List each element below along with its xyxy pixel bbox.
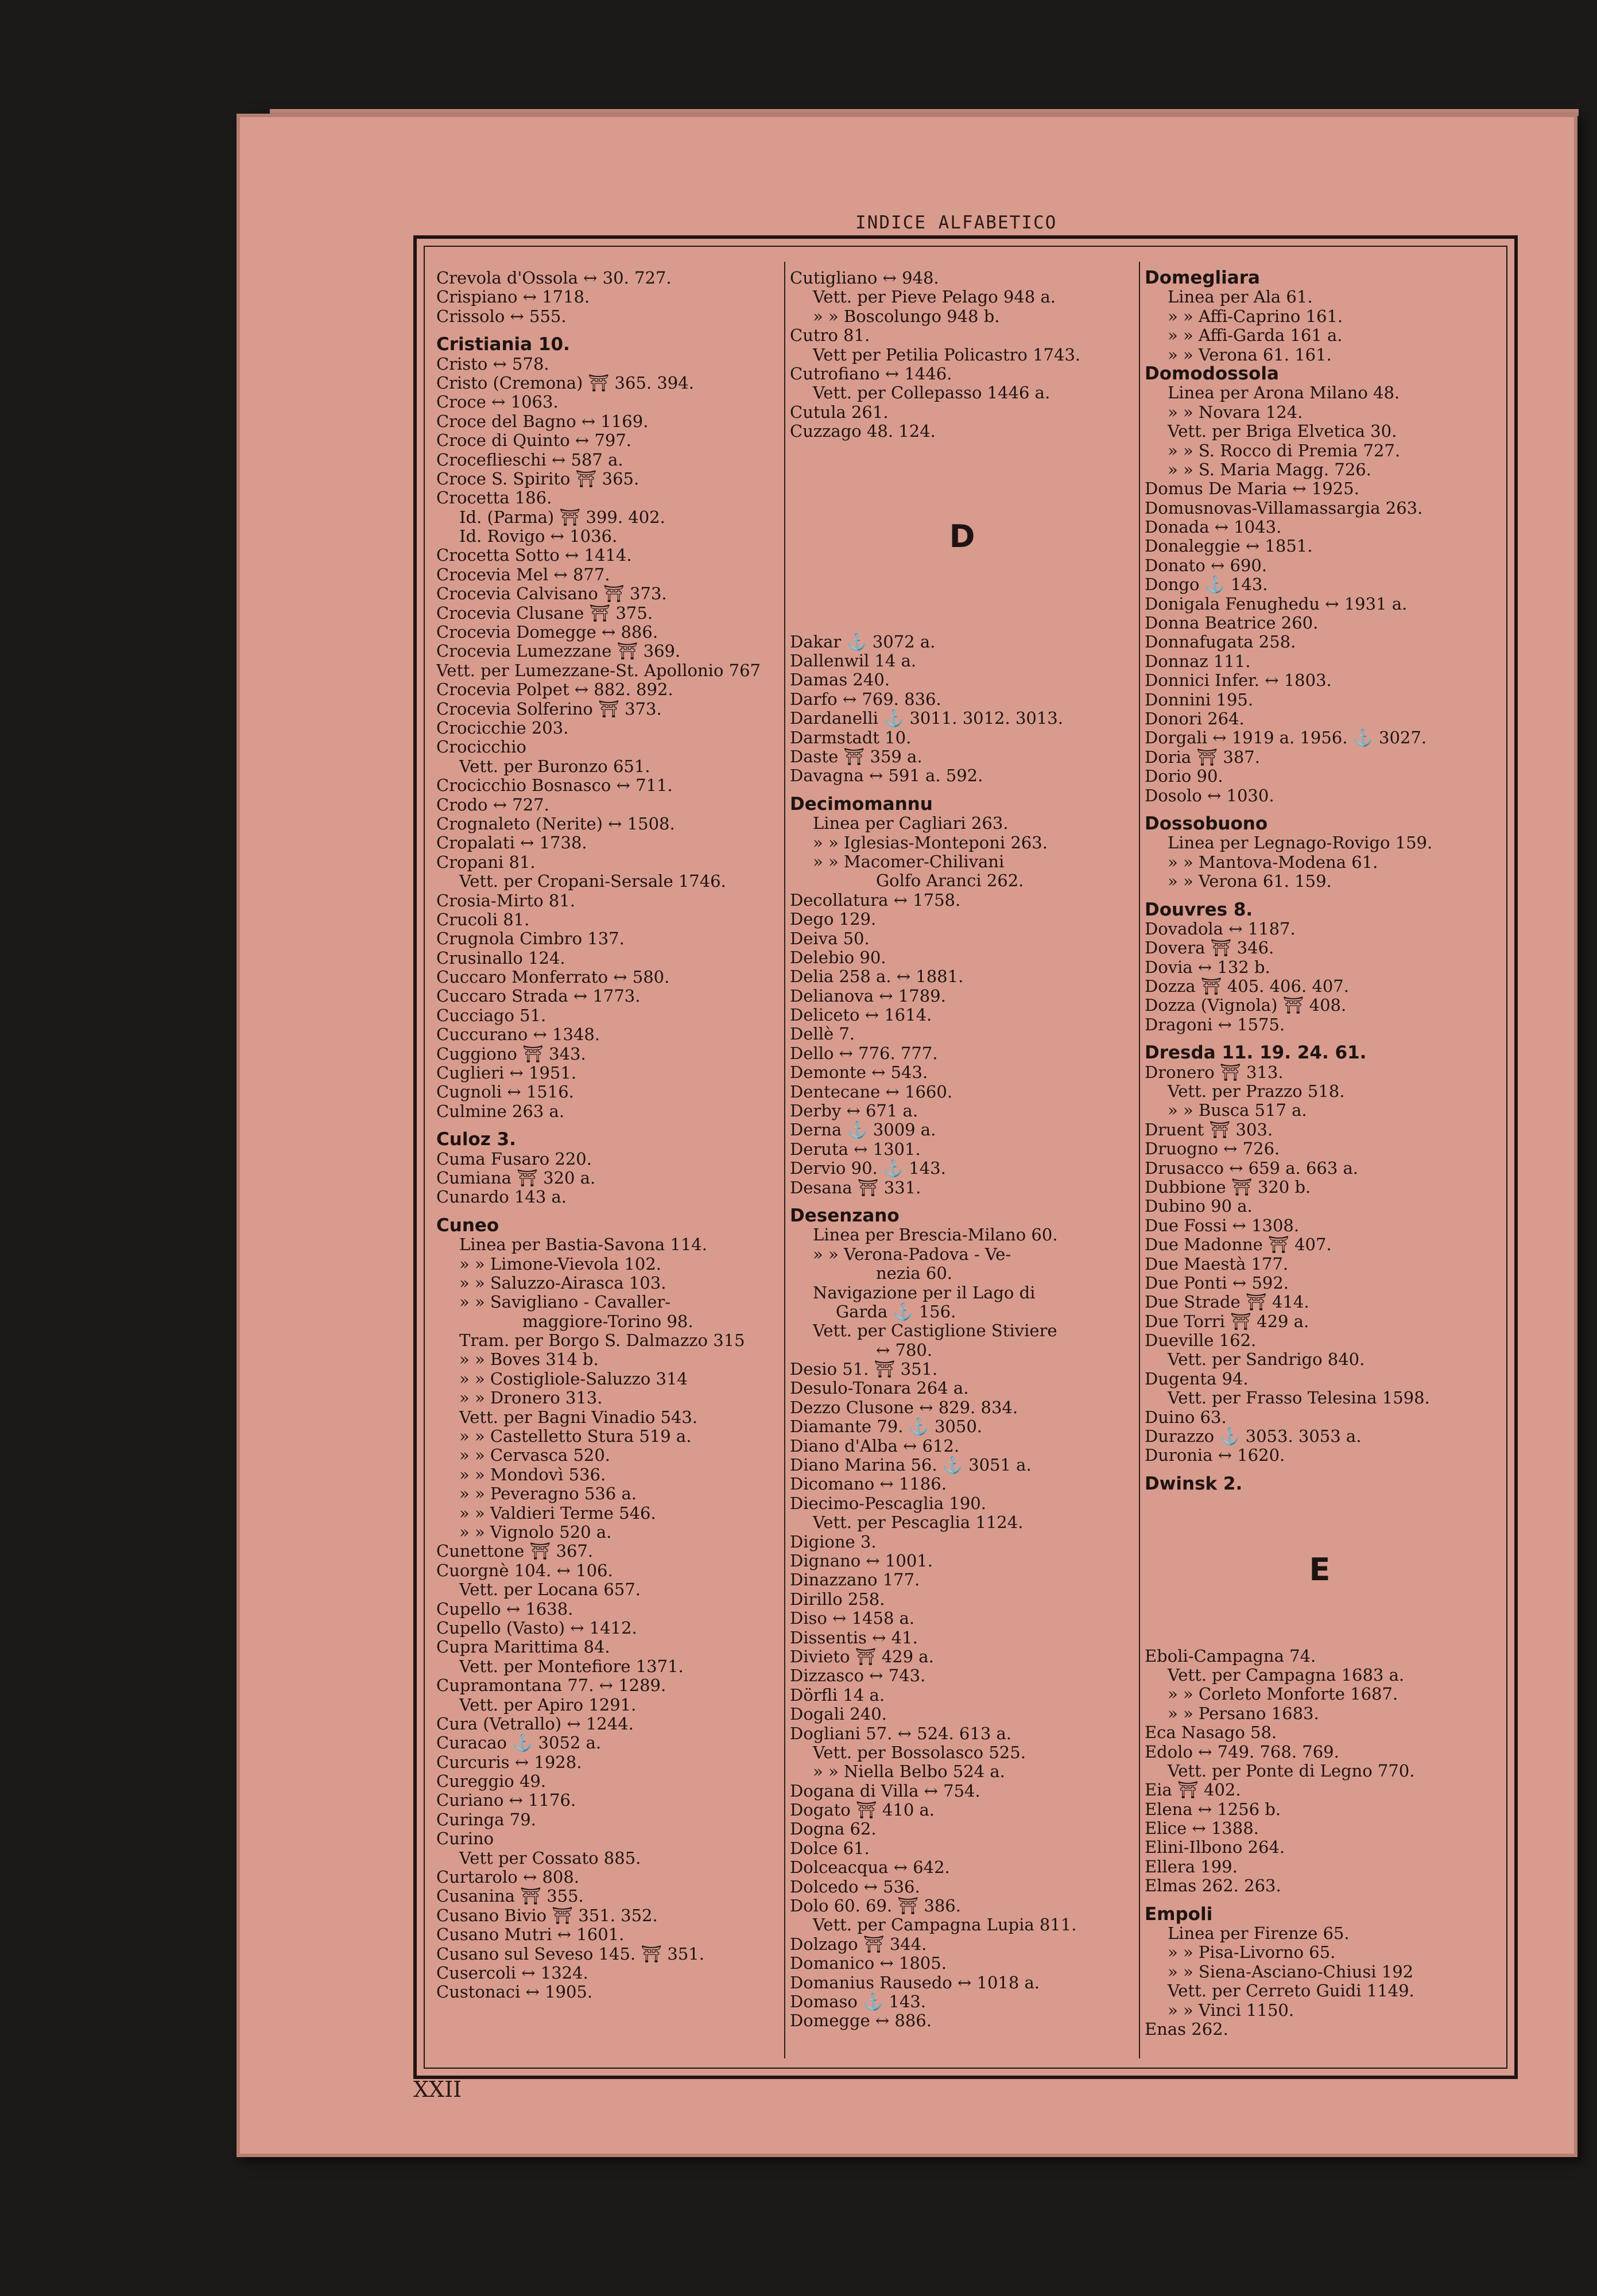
index-entry: Daste ⛩ 359 a. bbox=[790, 747, 922, 766]
index-entry: Drusacco ↔ 659 a. 663 a. bbox=[1145, 1158, 1359, 1178]
index-entry: Domanico ↔ 1805. bbox=[790, 1954, 947, 1973]
column-divider bbox=[1139, 262, 1140, 2058]
index-subentry: Golfo Aranci 262. bbox=[876, 871, 1024, 891]
index-entry: Crevola d'Ossola ↔ 30. 727. bbox=[436, 269, 672, 288]
index-entry: Crugnola Cimbro 137. bbox=[436, 929, 625, 949]
index-entry: Due Madonne ⛩ 407. bbox=[1145, 1235, 1332, 1255]
index-entry: Damas 240. bbox=[790, 670, 890, 690]
section-letter: E bbox=[1309, 1552, 1331, 1588]
index-subentry: » » Boves 314 b. bbox=[459, 1350, 599, 1370]
index-entry: Dentecane ↔ 1660. bbox=[790, 1082, 953, 1102]
index-subentry: Id. Rovigo ↔ 1036. bbox=[459, 527, 618, 546]
index-subentry: » » Verona-Padova - Ve- bbox=[813, 1244, 1011, 1264]
index-entry: Dicomano ↔ 1186. bbox=[790, 1475, 947, 1494]
index-subentry: » » Affi-Garda 161 a. bbox=[1168, 326, 1343, 346]
index-entry: Curinga 79. bbox=[436, 1810, 536, 1829]
index-frame bbox=[413, 235, 1518, 2079]
index-entry: Donori 264. bbox=[1145, 709, 1245, 728]
index-entry: Dallenwil 14 a. bbox=[790, 651, 917, 671]
index-entry: Cusanina ⛩ 355. bbox=[436, 1887, 584, 1906]
section-letter: D bbox=[949, 518, 975, 555]
index-heading: Desenzano bbox=[790, 1206, 900, 1226]
index-entry: Due Strade ⛩ 414. bbox=[1145, 1293, 1309, 1312]
index-subentry: » » Verona 61. 159. bbox=[1168, 872, 1332, 891]
index-entry: Dolo 60. 69. ⛩ 386. bbox=[790, 1896, 961, 1916]
index-entry: Croce di Quinto ↔ 797. bbox=[436, 431, 632, 451]
index-entry: Donna Beatrice 260. bbox=[1145, 614, 1319, 633]
index-entry: Dovera ⛩ 346. bbox=[1145, 938, 1274, 958]
index-entry: Deiva 50. bbox=[790, 929, 870, 948]
index-subentry: Vett. per Frasso Telesina 1598. bbox=[1168, 1389, 1430, 1408]
index-entry: Crocicchie 203. bbox=[436, 718, 569, 738]
index-entry: Ellera 199. bbox=[1145, 1857, 1238, 1876]
index-entry: Donada ↔ 1043. bbox=[1145, 518, 1282, 537]
index-entry: Crocevia Solferino ⛩ 373. bbox=[436, 699, 662, 719]
index-entry: Diano d'Alba ↔ 612. bbox=[790, 1436, 960, 1456]
index-entry: Dello ↔ 776. 777. bbox=[790, 1044, 938, 1063]
index-entry: Dego 129. bbox=[790, 910, 877, 929]
index-subentry: » » Valdieri Terme 546. bbox=[459, 1503, 656, 1523]
index-entry: Cupello (Vasto) ↔ 1412. bbox=[436, 1618, 637, 1638]
index-entry: Dogliani 57. ↔ 524. 613 a. bbox=[790, 1724, 1012, 1743]
index-entry: Donnaz 111. bbox=[1145, 651, 1251, 671]
index-subentry: Vett. per Campagna 1683 a. bbox=[1168, 1665, 1405, 1685]
index-entry: Donigala Fenughedu ↔ 1931 a. bbox=[1145, 594, 1408, 614]
index-subentry: » » Novara 124. bbox=[1168, 402, 1303, 422]
index-entry: Duronia ↔ 1620. bbox=[1145, 1446, 1285, 1465]
index-subentry: » » Vinci 1150. bbox=[1168, 2000, 1294, 2020]
spacer bbox=[790, 479, 1134, 498]
index-entry: Doria ⛩ 387. bbox=[1145, 747, 1260, 767]
index-entry: Dubino 90 a. bbox=[1145, 1197, 1253, 1216]
index-entry: Diamante 79. ⚓ 3050. bbox=[790, 1417, 983, 1437]
index-entry: Desulo-Tonara 264 a. bbox=[790, 1379, 969, 1398]
index-entry: Cristo ↔ 578. bbox=[436, 354, 549, 374]
index-subentry: ↔ 780. bbox=[876, 1340, 933, 1360]
index-subentry: Vett. per Bagni Vinadio 543. bbox=[459, 1407, 698, 1427]
index-entry: Cuccurano ↔ 1348. bbox=[436, 1025, 600, 1045]
index-subentry: Navigazione per il Lago di bbox=[813, 1283, 1036, 1302]
index-entry: Delia 258 a. ↔ 1881. bbox=[790, 967, 964, 987]
spacer bbox=[790, 460, 1134, 479]
index-entry: Cutro 81. bbox=[790, 326, 870, 346]
index-entry: Donnici Infer. ↔ 1803. bbox=[1145, 671, 1332, 691]
spacer bbox=[1145, 1589, 1495, 1608]
index-subentry: Vett. per Briga Elvetica 30. bbox=[1168, 422, 1397, 441]
index-entry: Diecimo-Pescaglia 190. bbox=[790, 1494, 986, 1513]
index-entry: Due Ponti ↔ 592. bbox=[1145, 1273, 1289, 1293]
index-entry: Crodo ↔ 727. bbox=[436, 795, 549, 815]
index-entry: Eia ⛩ 402. bbox=[1145, 1781, 1241, 1800]
index-subentry: Vett. per Cropani-Sersale 1746. bbox=[459, 872, 726, 891]
index-entry: Donnafugata 258. bbox=[1145, 633, 1296, 652]
index-subentry: Vett. per Castiglione Stiviere bbox=[813, 1321, 1057, 1341]
index-entry: Elini-Ilbono 264. bbox=[1145, 1838, 1285, 1857]
index-entry: Derby ↔ 671 a. bbox=[790, 1102, 918, 1121]
running-title: INDICE ALFABETICO bbox=[855, 212, 1057, 233]
index-entry: Dezzo Clusone ↔ 829. 834. bbox=[790, 1398, 1018, 1417]
index-entry: Due Torri ⛩ 429 a. bbox=[1145, 1312, 1309, 1331]
index-entry: Crocetta Sotto ↔ 1414. bbox=[436, 546, 632, 565]
index-entry: Dovadola ↔ 1187. bbox=[1145, 919, 1296, 938]
index-entry: Dolcedo ↔ 536. bbox=[790, 1877, 920, 1896]
index-heading: Domodossola bbox=[1145, 364, 1279, 384]
index-entry: Crispiano ↔ 1718. bbox=[436, 288, 590, 307]
index-entry: Dörfli 14 a. bbox=[790, 1685, 885, 1705]
spacer bbox=[1145, 1513, 1495, 1532]
index-entry: Curacao ⚓ 3052 a. bbox=[436, 1733, 602, 1753]
index-entry: Crucoli 81. bbox=[436, 910, 530, 929]
index-subentry: Vett. per Locana 657. bbox=[459, 1580, 641, 1600]
index-entry: Curtarolo ↔ 808. bbox=[436, 1868, 580, 1887]
index-entry: Cupello ↔ 1638. bbox=[436, 1599, 573, 1619]
index-subentry: » » Vignolo 520 a. bbox=[459, 1523, 612, 1542]
index-entry: Due Fossi ↔ 1308. bbox=[1145, 1216, 1300, 1235]
index-heading: Dresda 11. 19. 24. 61. bbox=[1145, 1044, 1367, 1063]
index-subentry: Vett. per Prazzo 518. bbox=[1168, 1082, 1345, 1102]
index-subentry: Garda ⚓ 156. bbox=[836, 1302, 956, 1321]
index-entry: Dongo ⚓ 143. bbox=[1145, 575, 1268, 595]
index-heading: Culoz 3. bbox=[436, 1130, 516, 1150]
index-entry: Crocevia Polpet ↔ 882. 892. bbox=[436, 680, 673, 700]
index-entry: Dosolo ↔ 1030. bbox=[1145, 786, 1274, 805]
index-entry: Domanius Rausedo ↔ 1018 a. bbox=[790, 1973, 1040, 1992]
index-entry: Dragoni ↔ 1575. bbox=[1145, 1015, 1285, 1034]
index-subentry: » » Boscolungo 948 b. bbox=[813, 307, 1000, 326]
index-entry: Cuma Fusaro 220. bbox=[436, 1149, 592, 1169]
index-heading: Cuneo bbox=[436, 1216, 499, 1236]
index-entry: Divieto ⛩ 429 a. bbox=[790, 1647, 934, 1666]
index-entry: Curiano ↔ 1176. bbox=[436, 1791, 576, 1810]
spacer bbox=[790, 613, 1134, 632]
index-heading: Empoli bbox=[1145, 1905, 1213, 1925]
index-entry: Dervio 90. ⚓ 143. bbox=[790, 1159, 946, 1178]
index-subentry: Vett per Petilia Policastro 1743. bbox=[813, 345, 1081, 364]
index-entry: Druent ⛩ 303. bbox=[1145, 1120, 1273, 1139]
index-subentry: Linea per Ala 61. bbox=[1168, 288, 1313, 307]
index-subentry: » » Siena-Asciano-Chiusi 192 bbox=[1168, 1962, 1414, 1981]
index-entry: Crusinallo 124. bbox=[436, 948, 565, 968]
index-entry: Cuccaro Strada ↔ 1773. bbox=[436, 987, 641, 1006]
index-entry: Cristo (Cremona) ⛩ 365. 394. bbox=[436, 373, 694, 393]
index-entry: Elena ↔ 1256 b. bbox=[1145, 1799, 1281, 1819]
index-entry: Elice ↔ 1388. bbox=[1145, 1819, 1259, 1839]
index-subentry: » » S. Rocco di Premia 727. bbox=[1168, 441, 1401, 460]
index-entry: Donato ↔ 690. bbox=[1145, 556, 1267, 575]
index-column-3 bbox=[1145, 269, 1495, 2039]
index-entry: Dirillo 258. bbox=[790, 1589, 885, 1609]
index-entry: Crocicchio Bosnasco ↔ 711. bbox=[436, 776, 673, 796]
index-subentry: Vett per Cossato 885. bbox=[459, 1848, 641, 1868]
index-entry: Darmstadt 10. bbox=[790, 728, 912, 747]
index-entry: Cusano Bivio ⛩ 351. 352. bbox=[436, 1906, 658, 1925]
index-entry: Cusercoli ↔ 1324. bbox=[436, 1963, 588, 1983]
index-subentry: Vett. per Ponte di Legno 770. bbox=[1168, 1761, 1415, 1781]
index-heading: Dwinsk 2. bbox=[1145, 1474, 1243, 1494]
index-entry: Dorio 90. bbox=[1145, 767, 1223, 786]
index-entry: Cunettone ⛩ 367. bbox=[436, 1542, 594, 1561]
spacer bbox=[1145, 1627, 1495, 1646]
index-entry: Croceflieschi ↔ 587 a. bbox=[436, 450, 623, 470]
index-subentry: » » Peveragno 536 a. bbox=[459, 1484, 637, 1504]
index-subentry: » » Cervasca 520. bbox=[459, 1446, 611, 1465]
index-subentry: » » Savigliano - Cavaller- bbox=[459, 1293, 671, 1312]
index-subentry: Vett. per Campagna Lupia 811. bbox=[813, 1915, 1077, 1935]
index-entry: Croce del Bagno ↔ 1169. bbox=[436, 412, 649, 431]
index-heading: Douvres 8. bbox=[1145, 900, 1253, 920]
index-entry: Darfo ↔ 769. 836. bbox=[790, 689, 941, 709]
index-entry: Elmas 262. 263. bbox=[1145, 1876, 1281, 1896]
index-entry: Crocevia Calvisano ⛩ 373. bbox=[436, 584, 667, 604]
index-subentry: » » Dronero 313. bbox=[459, 1389, 603, 1408]
index-entry: Dellè 7. bbox=[790, 1025, 855, 1044]
index-entry: Cugnoli ↔ 1516. bbox=[436, 1083, 574, 1102]
index-subentry: Tram. per Borgo S. Dalmazzo 315 bbox=[459, 1331, 745, 1351]
index-entry: Cusano sul Seveso 145. ⛩ 351. bbox=[436, 1944, 704, 1964]
index-entry: Decollatura ↔ 1758. bbox=[790, 890, 961, 910]
index-entry: Cutula 261. bbox=[790, 402, 889, 422]
index-entry: Dogana di Villa ↔ 754. bbox=[790, 1781, 980, 1801]
index-subentry: » » Macomer-Chilivani bbox=[813, 852, 1005, 871]
index-entry: Crissolo ↔ 555. bbox=[436, 307, 567, 326]
index-entry: Enas 262. bbox=[1145, 2019, 1228, 2039]
index-entry: Crosia-Mirto 81. bbox=[436, 891, 576, 910]
index-entry: Curcuris ↔ 1928. bbox=[436, 1752, 582, 1772]
index-entry: Donaleggie ↔ 1851. bbox=[1145, 537, 1313, 556]
page-number: XXII bbox=[413, 2077, 462, 2102]
index-entry: Cunardo 143 a. bbox=[436, 1188, 567, 1207]
spacer bbox=[1145, 1532, 1495, 1551]
index-entry: Vett. per Lumezzane-St. Apollonio 767 bbox=[436, 661, 761, 680]
index-entry: Dovia ↔ 132 b. bbox=[1145, 957, 1270, 977]
index-subentry: Vett. per Collepasso 1446 a. bbox=[813, 383, 1051, 403]
index-entry: Dardanelli ⚓ 3011. 3012. 3013. bbox=[790, 709, 1063, 728]
index-entry: Duino 63. bbox=[1145, 1407, 1227, 1427]
index-entry: Crocetta 186. bbox=[436, 488, 552, 508]
index-entry: Diano Marina 56. ⚓ 3051 a. bbox=[790, 1456, 1032, 1475]
index-entry: Delebio 90. bbox=[790, 948, 886, 967]
index-subentry: Vett. per Pieve Pelago 948 a. bbox=[813, 288, 1056, 307]
index-entry: Domus De Maria ↔ 1925. bbox=[1145, 479, 1359, 499]
index-subentry: » » S. Maria Magg. 726. bbox=[1168, 460, 1371, 479]
index-subentry: » » Mantova-Modena 61. bbox=[1168, 852, 1378, 872]
index-subentry: » » Affi-Caprino 161. bbox=[1168, 307, 1343, 326]
index-subentry: » » Pisa-Livorno 65. bbox=[1168, 1943, 1336, 1963]
index-subentry: » » Persano 1683. bbox=[1168, 1704, 1319, 1723]
index-entry: Cupra Marittima 84. bbox=[436, 1638, 610, 1657]
index-subentry: Vett. per Bossolasco 525. bbox=[813, 1743, 1026, 1762]
index-subentry: » » Busca 517 a. bbox=[1168, 1101, 1307, 1120]
index-heading: Dossobuono bbox=[1145, 814, 1268, 834]
index-entry: Cutigliano ↔ 948. bbox=[790, 269, 939, 288]
spacer bbox=[790, 556, 1134, 575]
index-entry: Custonaci ↔ 1905. bbox=[436, 1983, 593, 2002]
index-entry: Curino bbox=[436, 1829, 494, 1849]
index-entry: Druogno ↔ 726. bbox=[1145, 1139, 1280, 1159]
index-entry: Cureggio 49. bbox=[436, 1772, 546, 1791]
index-entry: Cuzzago 48. 124. bbox=[790, 422, 936, 441]
index-entry: Davagna ↔ 591 a. 592. bbox=[790, 766, 983, 786]
index-subentry: Vett. per Montefiore 1371. bbox=[459, 1657, 684, 1676]
index-entry: Dignano ↔ 1001. bbox=[790, 1552, 933, 1570]
index-entry: Dissentis ↔ 41. bbox=[790, 1628, 918, 1647]
spacer bbox=[1145, 1608, 1495, 1627]
index-subentry: » » Castelletto Stura 519 a. bbox=[459, 1427, 692, 1446]
index-entry: Cropani 81. bbox=[436, 852, 536, 872]
index-entry: Dozza (Vignola) ⛩ 408. bbox=[1145, 996, 1347, 1015]
index-entry: Crocicchio bbox=[436, 738, 526, 757]
index-entry: Deruta ↔ 1301. bbox=[790, 1139, 921, 1159]
index-subentry: nezia 60. bbox=[876, 1264, 953, 1283]
index-entry: Dronero ⛩ 313. bbox=[1145, 1062, 1284, 1082]
index-entry: Edolo ↔ 749. 768. 769. bbox=[1145, 1742, 1339, 1762]
index-entry: Cumiana ⛩ 320 a. bbox=[436, 1168, 596, 1188]
index-subentry: » » Saluzzo-Airasca 103. bbox=[459, 1273, 666, 1293]
index-entry: Cusano Mutri ↔ 1601. bbox=[436, 1925, 625, 1945]
index-entry: Dizzasco ↔ 743. bbox=[790, 1666, 926, 1686]
index-entry: Donnini 195. bbox=[1145, 690, 1254, 709]
index-entry: Deliceto ↔ 1614. bbox=[790, 1006, 932, 1025]
index-entry: Crocevia Mel ↔ 877. bbox=[436, 565, 610, 584]
index-subentry: Vett. per Pescaglia 1124. bbox=[813, 1513, 1024, 1533]
index-heading: Domegliara bbox=[1145, 269, 1260, 288]
index-entry: Due Maestà 177. bbox=[1145, 1254, 1289, 1274]
index-entry: Desio 51. ⛩ 351. bbox=[790, 1360, 938, 1379]
index-entry: Dolzago ⛩ 344. bbox=[790, 1934, 927, 1954]
column-divider bbox=[784, 262, 785, 2058]
index-entry: Dogna 62. bbox=[790, 1820, 877, 1839]
index-subentry: Linea per Firenze 65. bbox=[1168, 1924, 1350, 1944]
index-column-2 bbox=[790, 269, 1134, 2031]
spacer bbox=[790, 499, 1134, 518]
index-subentry: Vett. per Sandrigo 840. bbox=[1168, 1350, 1365, 1370]
spacer bbox=[1145, 1494, 1495, 1512]
index-entry: Cutrofiano ↔ 1446. bbox=[790, 364, 952, 383]
index-heading: Decimomannu bbox=[790, 794, 933, 815]
index-subentry: maggiore-Torino 98. bbox=[522, 1312, 693, 1331]
index-entry: Domegge ↔ 886. bbox=[790, 2011, 932, 2031]
index-entry: Cupramontana 77. ↔ 1289. bbox=[436, 1676, 666, 1696]
index-subentry: » » Niella Belbo 524 a. bbox=[813, 1762, 1005, 1782]
index-subentry: Vett. per Cerreto Guidi 1149. bbox=[1168, 1981, 1414, 2001]
index-entry: Cuccaro Monferrato ↔ 580. bbox=[436, 968, 670, 987]
index-entry: Dolce 61. bbox=[790, 1839, 870, 1858]
index-subentry: Linea per Cagliari 263. bbox=[813, 814, 1009, 833]
index-entry: Domusnovas-Villamassargia 263. bbox=[1145, 498, 1423, 518]
index-entry: Dolceacqua ↔ 642. bbox=[790, 1858, 950, 1878]
index-entry: Desana ⛩ 331. bbox=[790, 1178, 921, 1197]
index-entry: Cuorgnè 104. ↔ 106. bbox=[436, 1561, 613, 1580]
index-entry: Dorgali ↔ 1919 a. 1956. ⚓ 3027. bbox=[1145, 728, 1427, 748]
index-subentry: » » Corleto Monforte 1687. bbox=[1168, 1685, 1398, 1704]
index-entry: Cuggiono ⛩ 343. bbox=[436, 1044, 586, 1064]
index-entry: Crognaleto (Nerite) ↔ 1508. bbox=[436, 814, 675, 833]
index-subentry: Linea per Arona Milano 48. bbox=[1168, 383, 1400, 403]
index-subentry: » » Iglesias-Monteponi 263. bbox=[813, 833, 1048, 852]
index-subentry: Linea per Brescia-Milano 60. bbox=[813, 1225, 1058, 1245]
index-subentry: Id. (Parma) ⛩ 399. 402. bbox=[459, 507, 665, 527]
index-subentry: » » Mondovì 536. bbox=[459, 1465, 606, 1484]
index-entry: Eca Nasago 58. bbox=[1145, 1723, 1277, 1743]
index-entry: Dugenta 94. bbox=[1145, 1369, 1249, 1389]
index-entry: Diso ↔ 1458 a. bbox=[790, 1609, 915, 1628]
index-entry: Dozza ⛩ 405. 406. 407. bbox=[1145, 977, 1349, 996]
index-entry: Durazzo ⚓ 3053. 3053 a. bbox=[1145, 1427, 1362, 1446]
spacer bbox=[790, 441, 1134, 460]
index-entry: Dubbione ⛩ 320 b. bbox=[1145, 1177, 1311, 1197]
index-entry: Dogali 240. bbox=[790, 1705, 887, 1724]
index-subentry: Vett. per Buronzo 651. bbox=[459, 757, 650, 776]
index-entry: Cuglieri ↔ 1951. bbox=[436, 1064, 577, 1083]
index-entry: Dueville 162. bbox=[1145, 1331, 1257, 1351]
index-entry: Crocevia Lumezzane ⛩ 369. bbox=[436, 642, 681, 661]
index-column-1 bbox=[436, 269, 780, 2002]
index-entry: Dinazzano 177. bbox=[790, 1570, 920, 1590]
index-entry: Digione 3. bbox=[790, 1532, 877, 1552]
spacer bbox=[790, 594, 1134, 613]
index-heading: Cristiania 10. bbox=[436, 335, 570, 355]
index-subentry: » » Limone-Vievola 102. bbox=[459, 1254, 662, 1274]
index-entry: Dogato ⛩ 410 a. bbox=[790, 1801, 935, 1820]
index-subentry: » » Verona 61. 161. bbox=[1168, 345, 1332, 364]
index-subentry: Linea per Bastia-Savona 114. bbox=[459, 1235, 707, 1255]
index-entry: Croce ↔ 1063. bbox=[436, 393, 559, 412]
index-entry: Demonte ↔ 543. bbox=[790, 1063, 928, 1083]
index-entry: Crocevia Clusane ⛩ 375. bbox=[436, 603, 653, 623]
index-entry: Dakar ⚓ 3072 a. bbox=[790, 632, 936, 651]
index-entry: Croce S. Spirito ⛩ 365. bbox=[436, 469, 639, 488]
index-subentry: Vett. per Apiro 1291. bbox=[459, 1695, 637, 1715]
index-subentry: Linea per Legnago-Rovigo 159. bbox=[1168, 833, 1433, 853]
spacer bbox=[790, 575, 1134, 594]
index-entry: Crocevia Domegge ↔ 886. bbox=[436, 623, 658, 642]
index-entry: Culmine 263 a. bbox=[436, 1102, 565, 1121]
index-entry: Delianova ↔ 1789. bbox=[790, 986, 946, 1006]
index-entry: Cura (Vetrallo) ↔ 1244. bbox=[436, 1714, 634, 1733]
index-subentry: » » Costigliole-Saluzzo 314 bbox=[459, 1369, 688, 1389]
index-entry: Cucciago 51. bbox=[436, 1006, 546, 1025]
index-entry: Domaso ⚓ 143. bbox=[790, 1992, 926, 2011]
index-entry: Eboli-Campagna 74. bbox=[1145, 1646, 1316, 1666]
index-entry: Derna ⚓ 3009 a. bbox=[790, 1120, 936, 1140]
index-entry: Cropalati ↔ 1738. bbox=[436, 833, 587, 853]
